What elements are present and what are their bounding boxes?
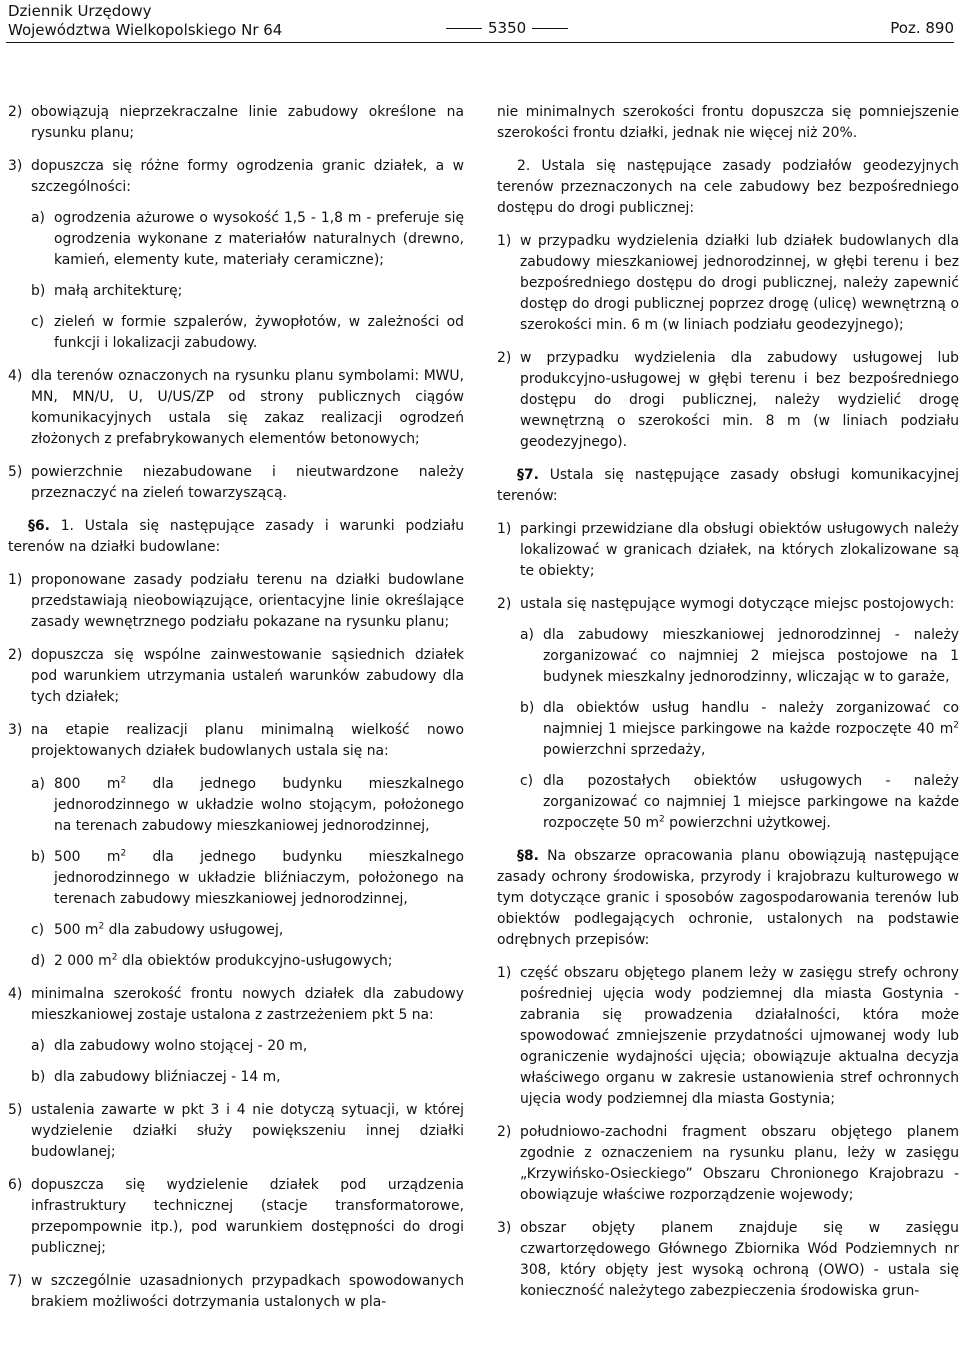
list-item: 7) w szczególnie uzasadnionych przypadkach spowodowanych brakiem możliwości dotrzymania ustalonych w pla- — [8, 1273, 464, 1310]
page-header — [0, 0, 960, 44]
list-item: 1) część obszaru objętego planem leży w zasięgu strefy ochrony pośredniej ujęcia wody podziemnej dla miasta Gostynia - zabrania się prowadzenia działalności, która może spowodować zmniejszenie przydatności ujmowanej wody lub ograniczenie wydajności ujęcia; obowiązuje aktualna decyzja właściwego organu w zakresie ustanowienia stref ochronnych ujęcia wody podziemnej dla miasta Gostynia; — [497, 965, 959, 1107]
list-item: 4) dla terenów oznaczonych na rysunku planu symbolami: MWU, MN, MN/U, U, U/US/ZP od strony publicznych ciągów komunikacyjnych ustala się zakaz realizacji ogrodzeń złożonych z prefabrykowanych elementów betonowych; — [8, 368, 464, 447]
journal-title-line2: Województwa Wielkopolskiego Nr 64 — [8, 21, 283, 39]
list-subitem: c) 500 $m^2$ dla zabudowy usługowej, — [31, 921, 284, 938]
list-subitem: d) 2 000 $m^2$ dla obiektów produkcyjno-usługowych; — [31, 952, 393, 969]
list-subitem: a) 800 $m^2$ dla jednego budynku mieszkalnego jednorodzinnego w układzie wolno stojącym, położonego na terenach zabudowy mieszkaniowej jednorodzinnej, — [31, 775, 464, 834]
list-item: 3) dopuszcza się różne formy ogrodzenia granic działek, a w szczególności: — [8, 158, 464, 195]
list-item: 3) na etapie realizacji planu minimalną wielkość nowo projektowanych działek budowlanych ustala się na: — [8, 722, 464, 759]
list-subitem: a) ogrodzenia ażurowe o wysokość 1,5 - 1,8 m - preferuje się ogrodzenia wykonane z materiałów naturalnych (drewno, kamień, elementy kute, materiały ceramiczne); — [31, 210, 464, 268]
journal-title — [8, 2, 282, 40]
section-7-intro: §7. Ustala się następujące zasady obsługi komunikacyjnej terenów: — [497, 467, 959, 504]
page-number-text: 5350 — [488, 19, 527, 37]
list-item: 5) powierzchnie niezabudowane i nieutwardzone należy przeznaczyć na zieleń towarzyszącą. — [8, 464, 464, 501]
list-subitem: a) dla zabudowy mieszkaniowej jednorodzinnej - należy zorganizować co najmniej 2 miejsca postojowe na 1 budynek mieszkalny jednorodzinny, wliczając w to garaże, — [520, 627, 959, 685]
list-item: 2) ustala się następujące wymogi dotyczące miejsc postojowych: — [497, 596, 955, 612]
list-item: 1) proponowane zasady podziału terenu na działki budowlane przedstawiają nieobowiązujące, orientacyjne linie określające zasady wewnętrznego podziału pokazane na rysunku planu; — [8, 572, 464, 630]
position-number: Poz. 890 — [890, 19, 954, 37]
list-item: 2) w przypadku wydzielenia dla zabudowy usługowej lub produkcyjno-usługowej w głębi terenu i bez bezpośredniego dostępu do drogi publicznej, należy wydzielić drogę wewnętrzną o szerokości min. 8 m (w liniach podziału geodezyjnego). — [497, 350, 959, 450]
list-subitem: c) dla pozostałych obiektów usługowych - należy zorganizować co najmniej 1 miejsce parkingowe na każde rozpoczęte 50 $m^2$ powierzchni użytkowej. — [520, 773, 959, 831]
list-subitem: b) małą architekturę; — [31, 283, 183, 299]
list-subitem: b) 500 $m^2$ dla jednego budynku mieszkalnego jednorodzinnego w układzie bliźniaczym, położonego na terenach zabudowy mieszkaniowej jednorodzinnej, — [31, 848, 464, 907]
page-number — [440, 19, 574, 38]
list-subitem: c) zieleń w formie szpalerów, żywopłotów, w zależności od funkcji i lokalizacji zabudowy. — [31, 314, 464, 351]
list-subitem: a) dla zabudowy wolno stojącej - 20 m, — [31, 1038, 308, 1054]
paragraph-2: 2. Ustala się następujące zasady podziałów geodezyjnych terenów przeznaczonych na cele zabudowy bez bezpośredniego dostępu do drogi publicznej: — [497, 158, 959, 216]
journal-title-line1: Dziennik Urzędowy — [8, 2, 152, 20]
list-subitem: b) dla obiektów usług handlu - należy zorganizować co najmniej 1 miejsce parkingowe na każde rozpoczęte 40 $m^2$ powierzchni sprzedaży, — [520, 700, 959, 758]
list-item: 2) obowiązują nieprzekraczalne linie zabudowy określone na rysunku planu; — [8, 104, 464, 141]
right-column — [497, 102, 959, 1314]
list-item: 1) w przypadku wydzielenia działki lub działek budowlanych dla zabudowy mieszkaniowej jednorodzinnej, w głębi terenu i bez bezpośredniego dostępu do drogi publicznej, należy zapewnić dostęp do drogi publicznej poprzez drogę (ulicę) wewnętrzną o szerokości min. 6 m (w liniach podziału geodezyjnego); — [497, 233, 959, 333]
header-rule — [6, 42, 954, 43]
list-item: 2) południowo-zachodni fragment obszaru objętego planem zgodnie z oznaczeniem na rysunku planu, leży w zasięgu „Krzywińsko-Osieckiego” Obszaru Chronionego Krajobrazu - obowiązuje właściwe rozporządzenie wojewody; — [497, 1124, 959, 1203]
list-subitem: b) dla zabudowy bliźniaczej - 14 m, — [31, 1069, 281, 1085]
list-item: 4) minimalna szerokość frontu nowych działek dla zabudowy mieszkaniowej zostaje ustalona z zastrzeżeniem pkt 5 na: — [8, 986, 464, 1023]
list-item: 1) parkingi przewidziane dla obsługi obiektów usługowych należy lokalizować w granicach działek, na których zlokalizowane są te obiekty; — [497, 521, 959, 579]
section-8-intro: §8. Na obszarze opracowania planu obowiązują następujące zasady ochrony środowiska, przyrody i krajobrazu kulturowego w tym dotyczące granic i sposobów zagospodarowania terenów lub obiektów podlegających ochronie, ustalonych na podstawie odrębnych przepisów: — [497, 848, 959, 948]
continued-text: nie minimalnych szerokości frontu dopuszcza się pomniejszenie szerokości frontu działki, jednak nie więcej niż 20%. — [497, 104, 959, 141]
left-column — [8, 102, 464, 1325]
list-item: 6) dopuszcza się wydzielenie działek pod urządzenia infrastruktury technicznej (stacje transformatorowe, przepompownie itp.), pod warunkiem dostępności do drogi publicznej; — [8, 1177, 464, 1256]
list-item: 2) dopuszcza się wspólne zainwestowanie sąsiednich działek pod warunkiem utrzymania ustaleń warunków zabudowy dla tych działek; — [8, 647, 464, 705]
section-6-intro: §6. 1. Ustala się następujące zasady i warunki podziału terenów na działki budowlane: — [8, 518, 464, 555]
list-item: 5) ustalenia zawarte w pkt 3 i 4 nie dotyczą sytuacji, w której wydzielenie działki służy powiększeniu innej działki budowlanej; — [8, 1102, 464, 1160]
list-item: 3) obszar objęty planem znajduje się w zasięgu czwartorzędowego Głównego Zbiornika Wód Podziemnych nr 308, który objęty jest wysoką ochroną (OWO) - ustala się konieczność należytego zabezpieczenia środowiska grun- — [497, 1220, 959, 1299]
